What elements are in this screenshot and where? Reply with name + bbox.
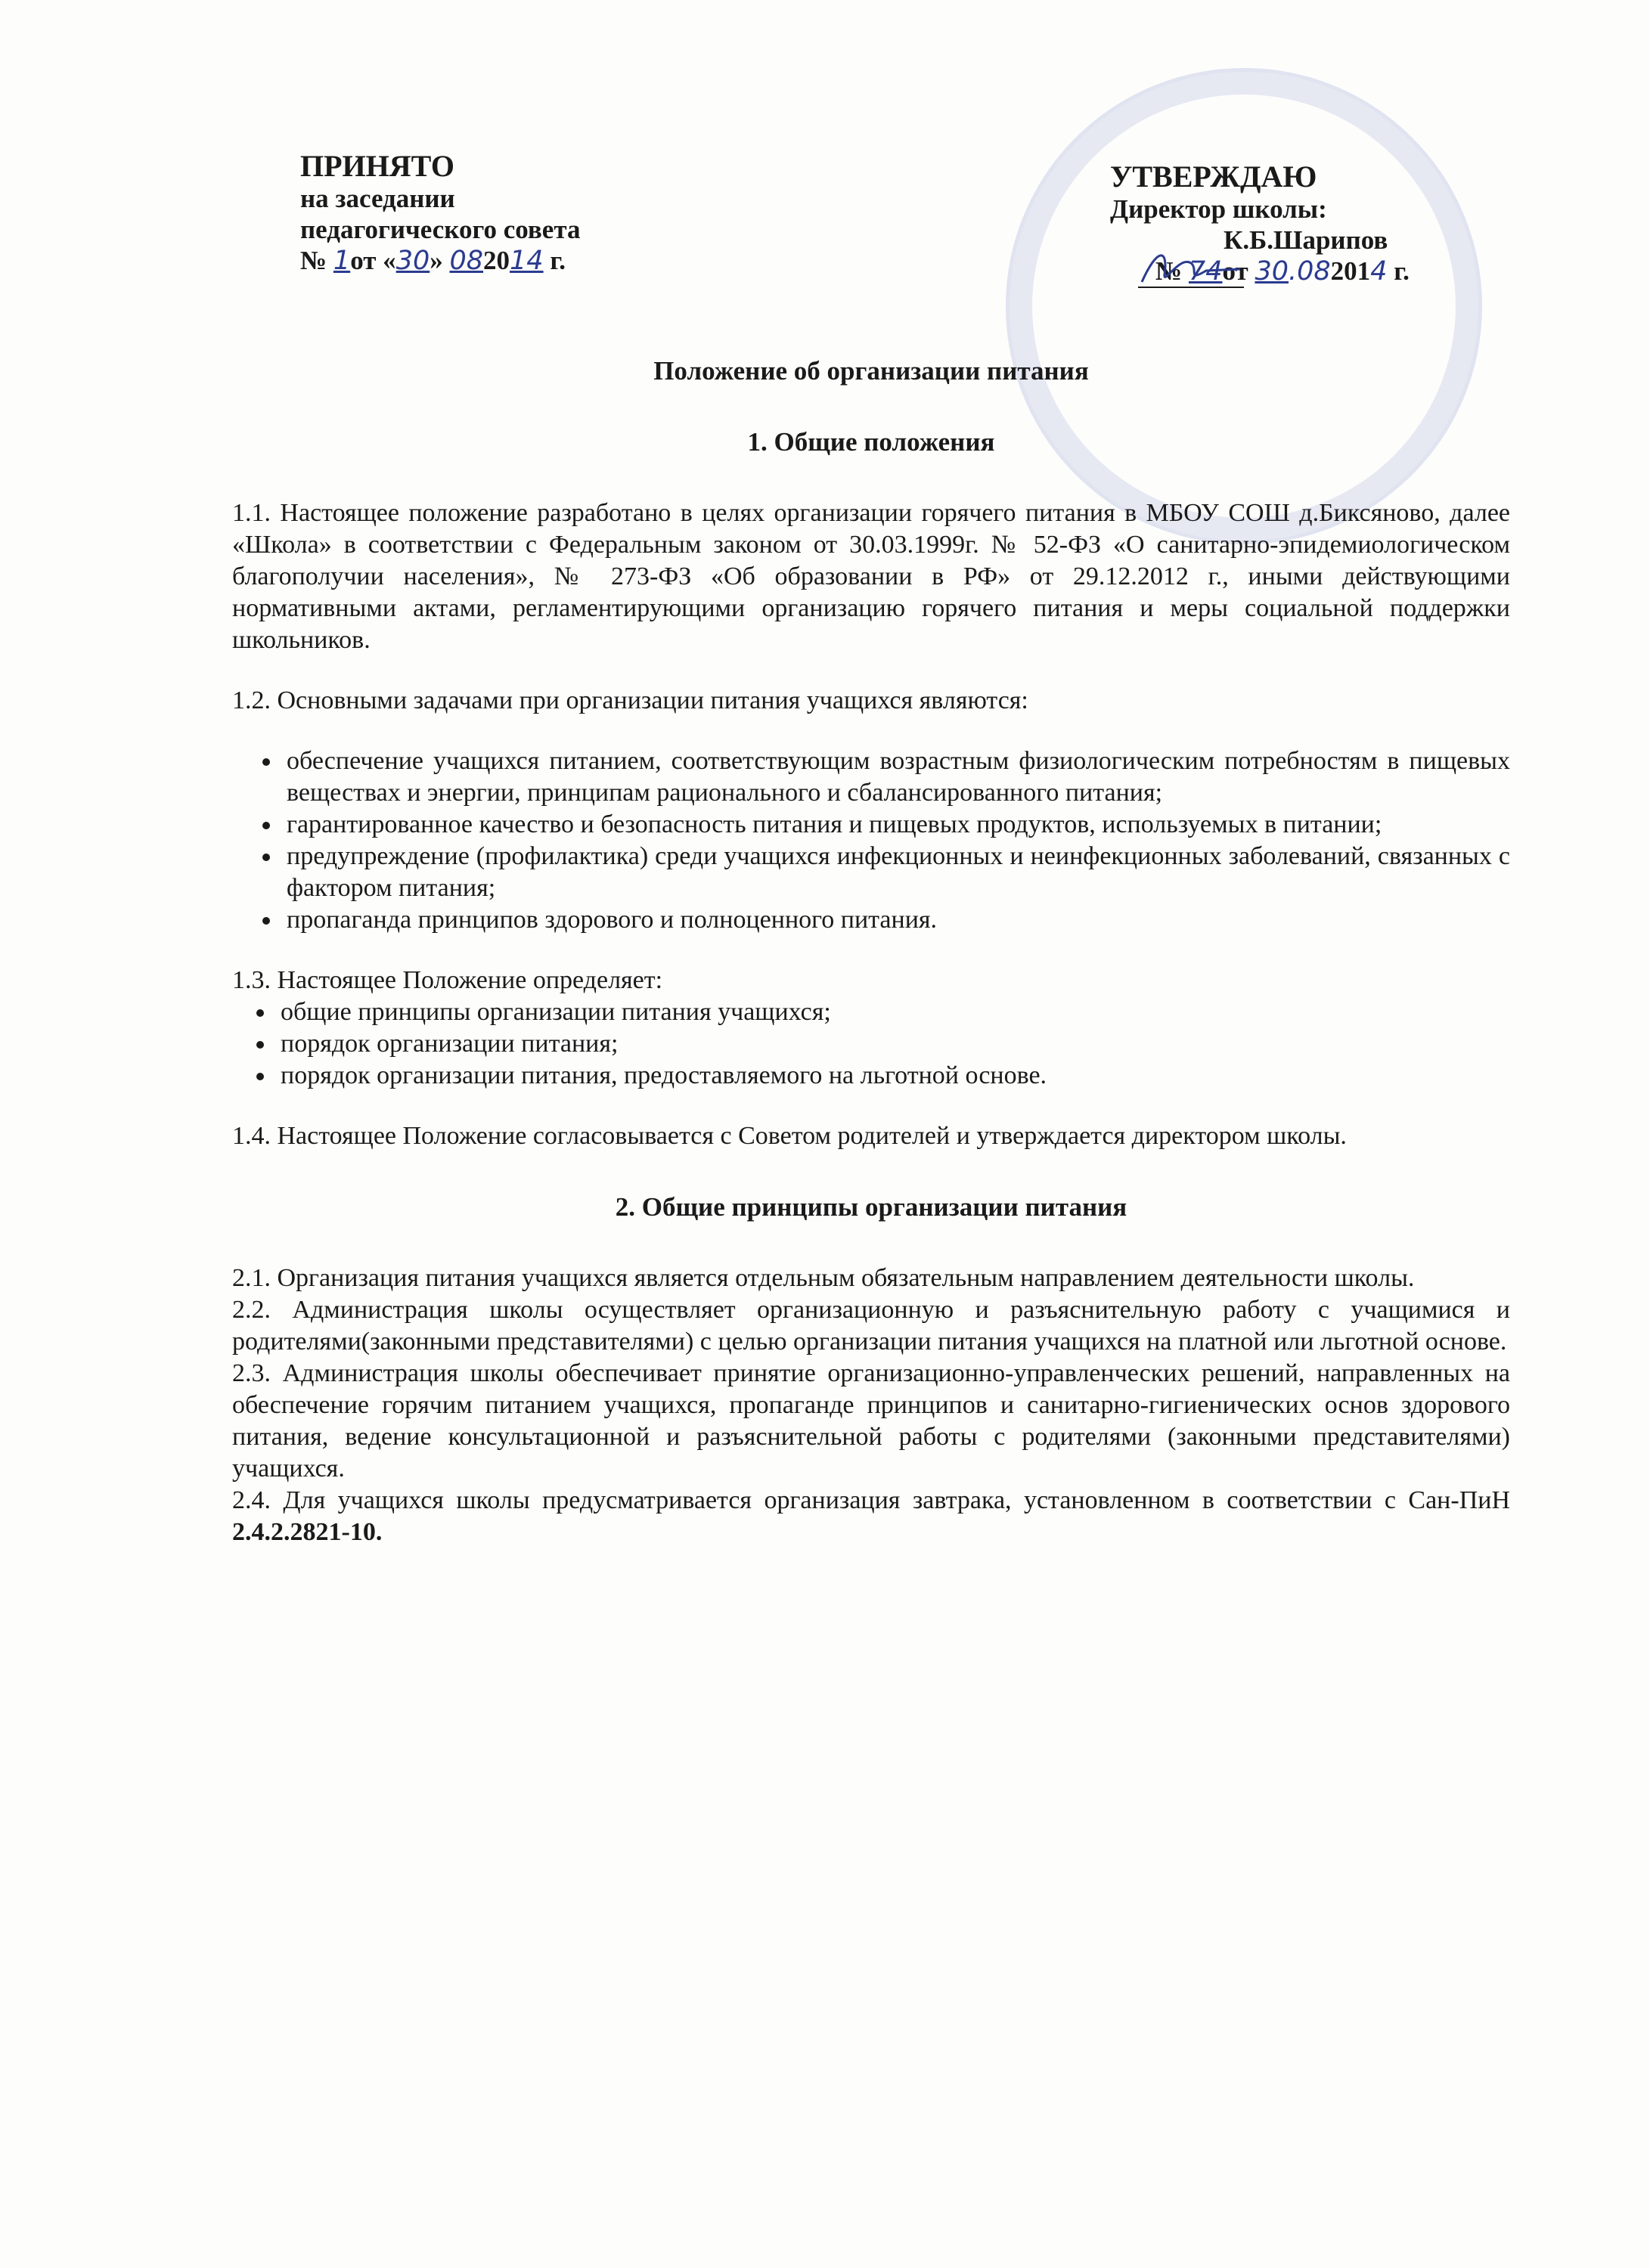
- sanpin-code: 2.4.2.2821-10.: [232, 1518, 383, 1546]
- section-1-title: 1. Общие положения: [747, 427, 995, 457]
- list-1-2: [232, 745, 1510, 936]
- header-accepted: [300, 150, 580, 277]
- paragraph-1-4: 1.4. Настоящее Положение согласовывается с Советом родителей и утверждается директором школы.: [232, 1122, 1347, 1150]
- list-item: • пропаганда принципов здорового и полноценного питания.: [282, 904, 1510, 936]
- handwritten-order-year: 4: [1370, 256, 1388, 287]
- document-title: Положение об организации питания: [653, 356, 1089, 386]
- list-item: • обеспечение учащихся питанием, соответствующим возрастным физиологическим потребностям в пищевых веществах и энергии, принципам рационального и сбалансированного питания;: [282, 745, 1510, 809]
- approved-title: УТВЕРЖДАЮ: [1110, 160, 1317, 194]
- approved-number-date: № 74от 30.082014 г.: [1155, 256, 1410, 287]
- document-body: [232, 355, 1510, 1548]
- handwritten-month: 08: [449, 246, 484, 276]
- paragraph-2-2: 2.2. Администрация школы осуществляет организационную и разъяснительную работу с учащимися и родителями(законными представителями) с целью организации питания учащихся на платной или льготной основе.: [232, 1296, 1510, 1356]
- handwritten-year: 14: [510, 246, 544, 276]
- paragraph-2-3: 2.3. Администрация школы обеспечивает принятие организационно-управленческих решений, направленных на обеспечение горячим питанием учащихся, пропаганде принципов и санитарно-гигиенических основ здорового питания, ведение консультационной и разъяснительной работы с родителями (законными представителями) учащихся.: [232, 1359, 1510, 1483]
- list-item: • гарантированное качество и безопасность питания и пищевых продуктов, используемых в питании;: [282, 809, 1510, 841]
- paragraph-2-1: 2.1. Организация питания учащихся является отдельным обязательным направлением деятельности школы.: [232, 1264, 1415, 1292]
- list-item: • предупреждение (профилактика) среди учащихся инфекционных и неинфекционных заболеваний, связанных с фактором питания;: [282, 841, 1510, 904]
- accepted-line2: педагогического совета: [300, 215, 581, 244]
- list-item: • порядок организации питания, предоставляемого на льготной основе.: [276, 1060, 1510, 1092]
- section-2-title: 2. Общие принципы организации питания: [615, 1192, 1127, 1222]
- signature-icon: [1134, 240, 1248, 293]
- accepted-title: ПРИНЯТО: [300, 149, 454, 183]
- paragraph-2-4: 2.4. Для учащихся школы предусматривается организация завтрака, установленном в соответствии с Сан-ПиН 2.4.2.2821-10.: [232, 1486, 1510, 1546]
- list-1-3: [232, 996, 1510, 1092]
- accepted-number-date: № 1от «30» 082014 г.: [300, 246, 566, 276]
- handwritten-order-month: .08: [1289, 256, 1331, 287]
- accepted-line1: на заседании: [300, 184, 455, 213]
- signer-name: К.Б.Шарипов: [1224, 225, 1388, 255]
- handwritten-order-number: 74: [1188, 256, 1223, 287]
- handwritten-day: 30: [395, 246, 430, 276]
- approved-line1: Директор школы:: [1110, 194, 1327, 224]
- paragraph-1-1: 1.1. Настоящее положение разработано в целях организации горячего питания в МБОУ СОШ д.Биксяново, далее «Школа» в соответствии с Федеральным законом от 30.03.1999г. № 52-ФЗ «О санитарно-эпидемиологическом благополучии населения», № 273-ФЗ «Об образовании в РФ» от 29.12.2012 г., иными действующими нормативными актами, регламентирующими организацию горячего питания и меры социальной поддержки школьников.: [232, 499, 1510, 654]
- paragraph-1-2: 1.2. Основными задачами при организации питания учащихся являются:: [232, 686, 1028, 714]
- handwritten-number: 1: [333, 246, 351, 276]
- handwritten-order-day: 30: [1255, 256, 1289, 287]
- list-item: • порядок организации питания;: [276, 1028, 1510, 1060]
- paragraph-1-3: 1.3. Настоящее Положение определяет:: [232, 966, 663, 994]
- list-item: • общие принципы организации питания учащихся;: [276, 996, 1510, 1028]
